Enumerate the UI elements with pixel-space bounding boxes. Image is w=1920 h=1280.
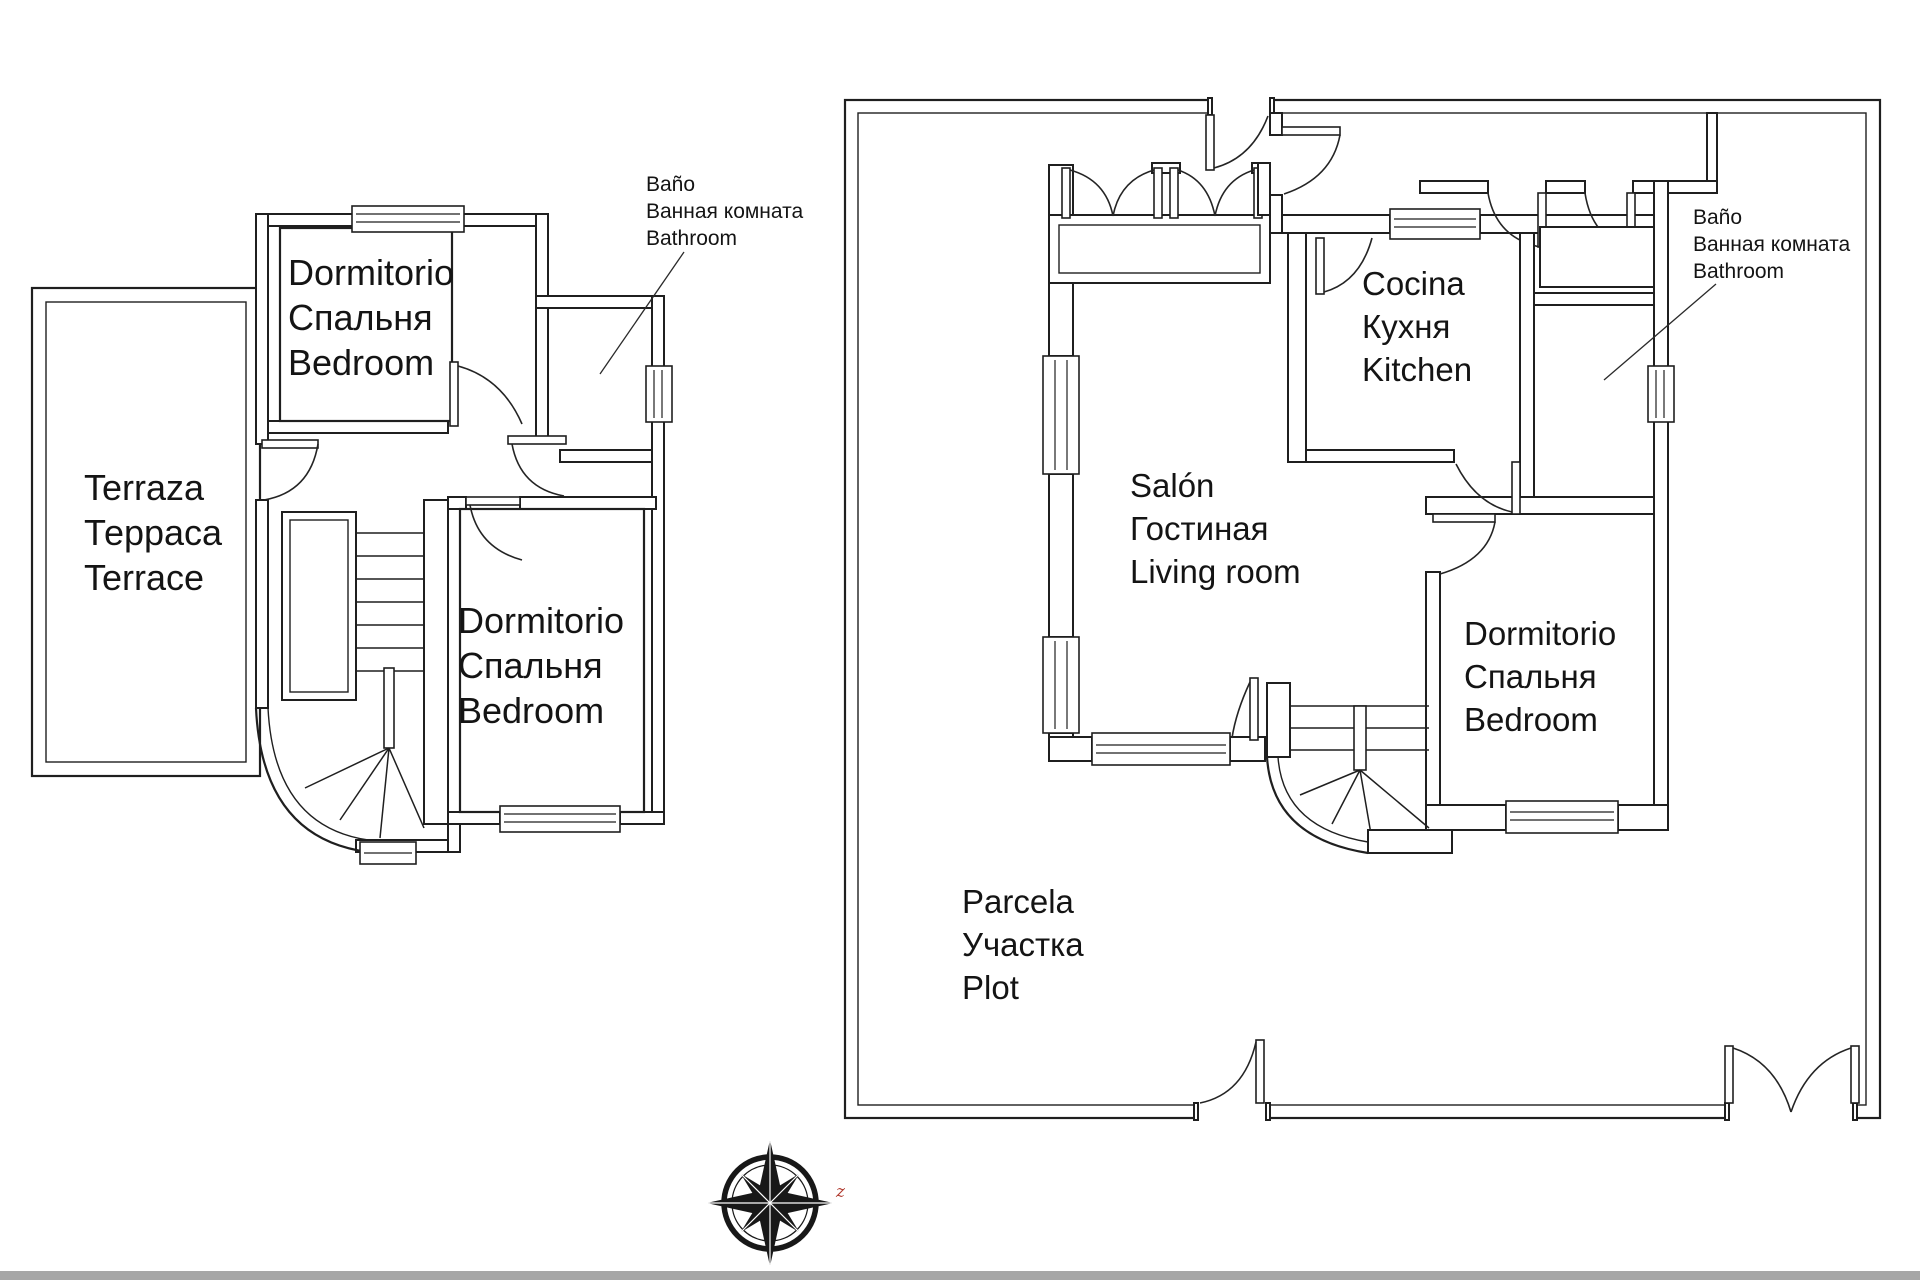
room-label-ru: Терраса (84, 512, 223, 553)
wall (424, 500, 448, 824)
room-label-en: Plot (962, 969, 1019, 1006)
plot-label (962, 883, 1084, 1006)
window (1092, 733, 1230, 765)
ground-floor-plan (845, 96, 1880, 1122)
wall (1707, 113, 1717, 181)
window (1043, 637, 1079, 733)
wall (1258, 163, 1270, 215)
wall (268, 421, 448, 433)
wall (1282, 215, 1390, 233)
stair-base (1368, 830, 1452, 853)
window (360, 842, 416, 864)
wall (1546, 181, 1585, 193)
gate-jamb (1725, 1103, 1729, 1120)
room-label-es: Salón (1130, 467, 1215, 504)
wall (560, 450, 652, 462)
room-label-es: Dormitorio (1464, 615, 1617, 652)
wall (1049, 737, 1092, 761)
window (500, 806, 620, 832)
upper-floor-plan (32, 173, 804, 864)
door-living-hall (1232, 678, 1258, 740)
room-label-en: Kitchen (1362, 351, 1473, 388)
room-label-ru: Кухня (1362, 308, 1451, 345)
door-entry (1282, 127, 1340, 194)
room-label-en: Terrace (84, 557, 205, 598)
curved-wall-outer (256, 708, 368, 852)
wall (1426, 572, 1440, 830)
annotation-en: Bathroom (1693, 260, 1785, 283)
sheet-footer-bar (0, 1271, 1920, 1280)
gate-pedestrian (1200, 1040, 1264, 1103)
door-terrace (262, 440, 318, 500)
wall (448, 812, 500, 824)
room-label-ru: Спальня (288, 297, 433, 338)
wall (536, 214, 548, 440)
wall (1654, 181, 1668, 368)
room-label-en: Bedroom (458, 690, 605, 731)
wall (1270, 195, 1282, 233)
annotation-es: Baño (646, 173, 696, 196)
stair-newel (384, 668, 394, 748)
room-label-ru: Спальня (458, 645, 603, 686)
annotation-ru: Ванная комната (646, 200, 804, 223)
leader-line (600, 252, 684, 374)
annotation-ru: Ванная комната (1693, 233, 1851, 256)
porch (1049, 163, 1270, 283)
compass-rose-icon (709, 1142, 846, 1264)
door-bathroom (508, 436, 566, 496)
room-label-ru: Гостиная (1130, 510, 1269, 547)
door-bedroom-bottom (466, 497, 522, 560)
stair-closet (282, 512, 356, 700)
window (1648, 366, 1674, 422)
room-label-en: Bedroom (288, 342, 435, 383)
compass-letter: z (836, 1182, 845, 1202)
wall (1288, 233, 1306, 462)
curved-wall-inner (268, 708, 368, 840)
room-label-ru: Спальня (1464, 658, 1597, 695)
window (646, 366, 672, 422)
window (1390, 209, 1480, 239)
wall (1230, 737, 1265, 761)
wall (1654, 420, 1668, 830)
gate-jamb (1208, 98, 1212, 115)
wall (520, 497, 656, 509)
bedroom-bottom-label (458, 600, 624, 731)
stair-newel (1354, 706, 1366, 770)
room-label-es: Parcela (962, 883, 1074, 920)
wall (1049, 474, 1073, 637)
wall (1270, 113, 1282, 135)
room-label-es: Dormitorio (288, 252, 455, 293)
gate-jamb (1266, 1103, 1270, 1120)
window (1506, 801, 1618, 833)
annotation-en: Bathroom (646, 227, 738, 250)
bedroom-ground-label (1464, 615, 1616, 738)
wall (1520, 293, 1668, 305)
annotation-es: Baño (1693, 206, 1743, 229)
wall (448, 824, 460, 852)
window (352, 206, 464, 232)
wall (256, 500, 268, 708)
gate-top (1206, 115, 1268, 170)
terrace-label (84, 467, 223, 598)
bedroom-top-label (288, 252, 454, 383)
living-room-label (1130, 467, 1301, 590)
staircase-ground (1267, 683, 1452, 853)
wall (620, 812, 664, 824)
kitchen-label (1362, 265, 1472, 388)
wall (1306, 450, 1454, 462)
window (1043, 356, 1079, 474)
wall (1426, 805, 1506, 830)
wall (1420, 181, 1488, 193)
room-label-es: Terraza (84, 467, 205, 508)
door-bedroom-ground (1433, 514, 1495, 574)
room-label-en: Living room (1130, 553, 1301, 590)
wall (1618, 805, 1668, 830)
room-label-es: Cocina (1362, 265, 1465, 302)
bathroom-annotation-upper (600, 173, 804, 374)
wall (1426, 497, 1668, 514)
room-label-es: Dormitorio (458, 600, 625, 641)
gate-jamb (1853, 1103, 1857, 1120)
room-label-en: Bedroom (1464, 701, 1598, 738)
wall (1520, 233, 1534, 497)
wall (448, 497, 466, 509)
wall (256, 214, 268, 444)
room-label-ru: Участка (962, 926, 1084, 963)
wall (1633, 181, 1717, 193)
wall (536, 296, 664, 308)
door-bedroom-top (450, 362, 522, 426)
gate-jamb (1194, 1103, 1198, 1120)
vestibule (1540, 227, 1662, 287)
